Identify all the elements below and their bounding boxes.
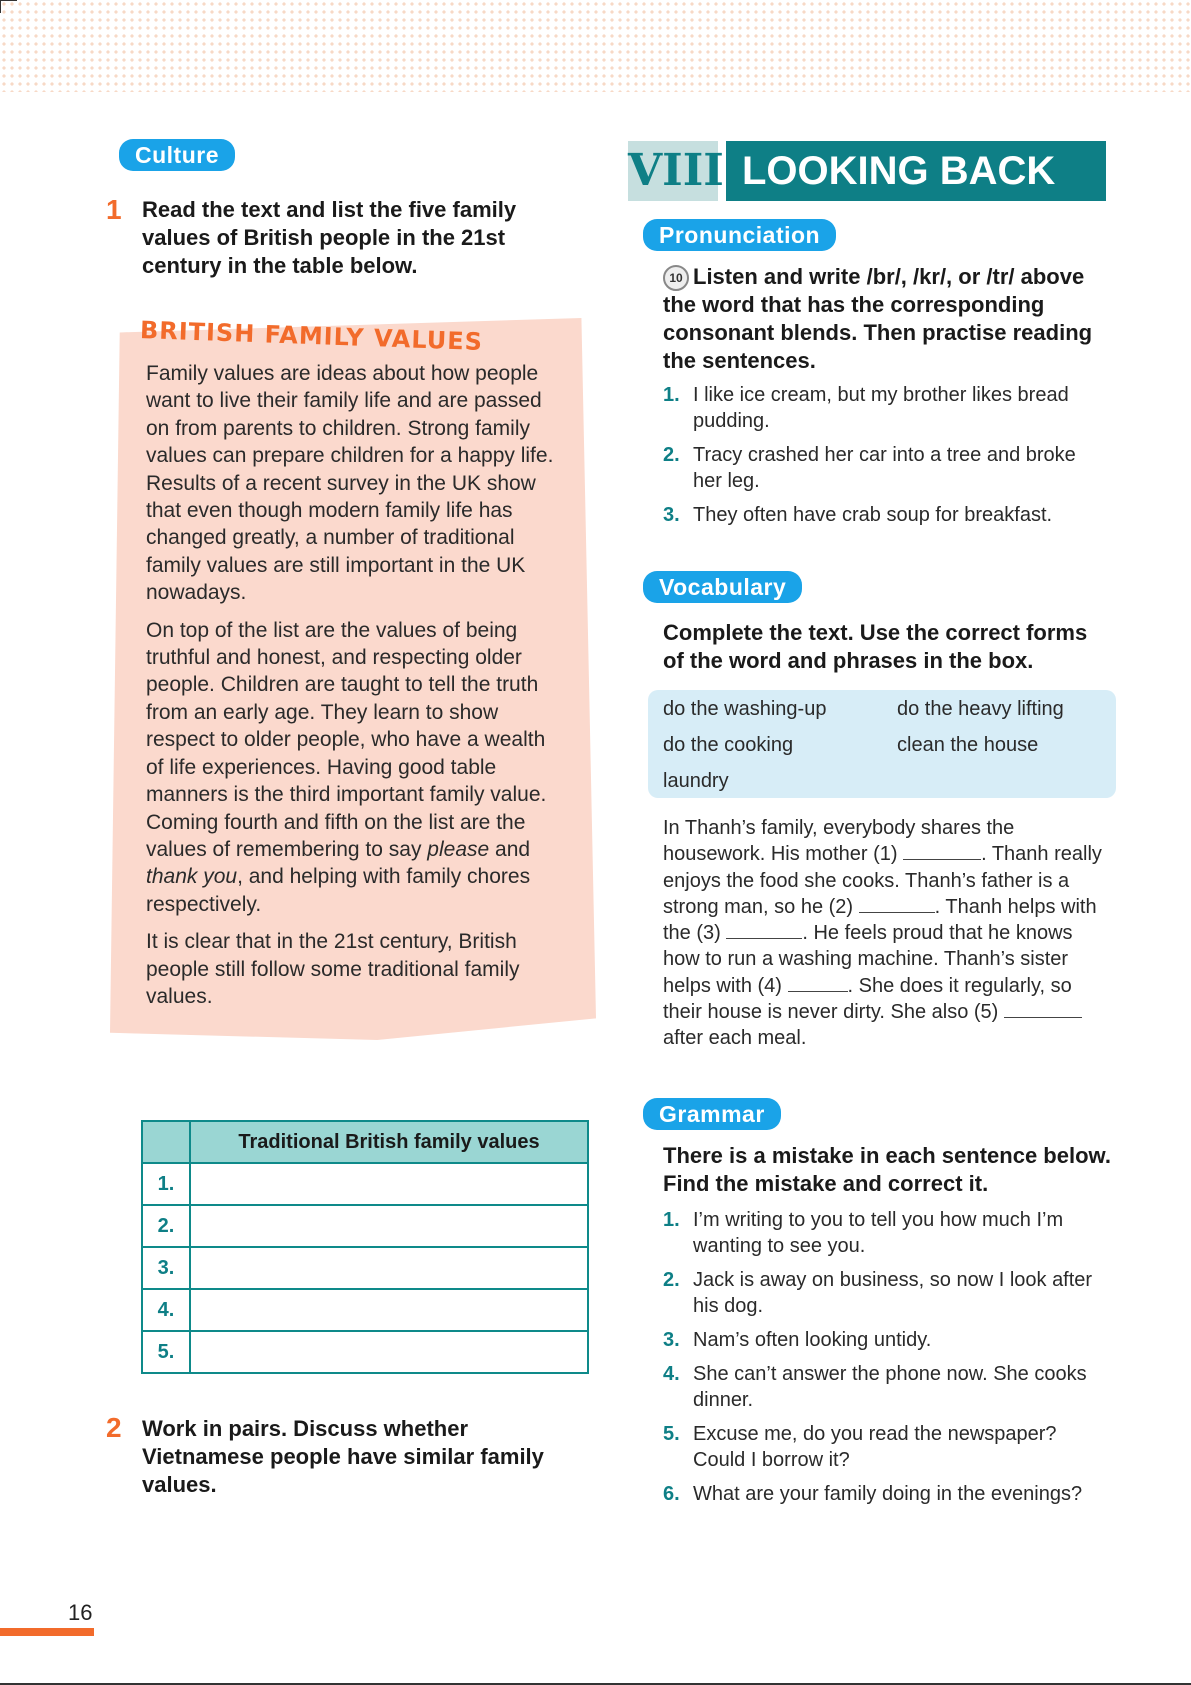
values-table	[141, 1120, 589, 1374]
list-item: 1. I’m writing to you to tell you how much I’m wanting to see you.	[663, 1209, 1064, 1257]
pronunciation-label: Pronunciation	[643, 219, 836, 251]
table-row: 5.	[142, 1331, 588, 1373]
word-item: laundry	[663, 770, 729, 792]
list-item: 5. Excuse me, do you read the newspaper? Could I borrow it?	[663, 1423, 1057, 1471]
vocabulary-text: In Thanh’s family, everybody shares the housework. His mother (1) . Thanh really enjoys the food she cooks. Thanh’s father is a strong man, so he (2) . Thanh helps with the (3) . He feels proud that he knows how to run a washing machine. Thanh’s sister helps with (4) . She does it regularly, so their house is never dirty. She also (5) after each meal.	[663, 817, 1102, 1050]
reading-title: BRITISH FAMILY VALUES	[139, 316, 484, 356]
blank-1[interactable]	[903, 859, 981, 860]
blank-5[interactable]	[1004, 1017, 1082, 1018]
task2-number: 2	[106, 1412, 122, 1443]
task2-instruction: Work in pairs. Discuss whether Vietnamese people have similar family values.	[142, 1416, 544, 1497]
page-number: 16	[68, 1600, 93, 1625]
paragraph-2: On top of the list are the values of being truthful and honest, and respecting older people. Children are taught to tell the truth from an early age. They learn to show respect to older people, who have a wealth of life experiences. Having good table manners is the third important family value. Coming fourth and fifth on the list are the values of remembering to say please and thank you, and helping with family chores respectively.	[146, 618, 547, 916]
list-item: 2. Jack is away on business, so now I look after his dog.	[663, 1269, 1093, 1317]
blank-3[interactable]	[726, 938, 802, 939]
table-row: 3.	[142, 1247, 588, 1289]
answer-cell[interactable]	[190, 1163, 588, 1205]
table-row: 4.	[142, 1289, 588, 1331]
list-item: 4. She can’t answer the phone now. She cooks dinner.	[663, 1363, 1087, 1411]
grammar-instruction: There is a mistake in each sentence below. Find the mistake and correct it.	[663, 1143, 1111, 1196]
task1-number: 1	[106, 194, 122, 225]
word-item: do the heavy lifting	[897, 698, 1064, 720]
reading-passage	[146, 360, 566, 1020]
culture-label: Culture	[119, 139, 235, 171]
answer-cell[interactable]	[190, 1205, 588, 1247]
word-item: clean the house	[897, 734, 1039, 756]
section-roman-numeral: VIII	[628, 141, 718, 201]
blank-4[interactable]	[788, 991, 848, 992]
crop-mark	[0, 0, 17, 13]
paragraph-3: It is clear that in the 21st century, British people still follow some traditional family values.	[146, 930, 520, 1008]
vocabulary-instruction: Complete the text. Use the correct forms of the word and phrases in the box.	[663, 620, 1088, 673]
answer-cell[interactable]	[190, 1331, 588, 1373]
grammar-label: Grammar	[643, 1098, 781, 1130]
table-row: 1.	[142, 1163, 588, 1205]
answer-cell[interactable]	[190, 1247, 588, 1289]
table-row: 2.	[142, 1205, 588, 1247]
footer-accent-bar	[0, 1628, 94, 1636]
blank-2[interactable]	[859, 912, 935, 913]
header-dot-pattern	[0, 0, 1191, 92]
answer-cell[interactable]	[190, 1289, 588, 1331]
pronunciation-list	[663, 382, 1103, 536]
table-header: Traditional British family values	[190, 1121, 588, 1163]
list-item: 6. What are your family doing in the evenings?	[663, 1483, 1083, 1505]
list-item: 2. Tracy crashed her car into a tree and broke her leg.	[663, 444, 1076, 492]
list-item: 1. I like ice cream, but my brother likes bread pudding.	[663, 384, 1069, 432]
vocabulary-label: Vocabulary	[643, 571, 802, 603]
list-item: 3. They often have crab soup for breakfast.	[663, 504, 1053, 526]
section-title: LOOKING BACK	[726, 141, 1106, 201]
table-corner-cell	[142, 1121, 190, 1163]
word-item: do the washing-up	[663, 698, 827, 720]
grammar-list	[663, 1207, 1103, 1515]
audio-track-icon[interactable]: 10	[663, 265, 689, 291]
list-item: 3. Nam’s often looking untidy.	[663, 1329, 932, 1351]
pronunciation-instruction: 10 Listen and write /br/, /kr/, or /tr/ above the word that has the corresponding consonant blends. Then practise reading the sentences.	[663, 264, 1093, 374]
paragraph-1: Family values are ideas about how people want to live their family life and are passed on from parents to children. Strong family values can prepare children for a happy life. Results of a recent survey in the UK show that even though modern family life has changed greatly, a number of traditional family values are still important in the UK nowadays.	[146, 362, 554, 605]
task1-instruction: Read the text and list the five family values of British people in the 21st century in the table below.	[142, 197, 517, 278]
word-item: do the cooking	[663, 734, 794, 756]
